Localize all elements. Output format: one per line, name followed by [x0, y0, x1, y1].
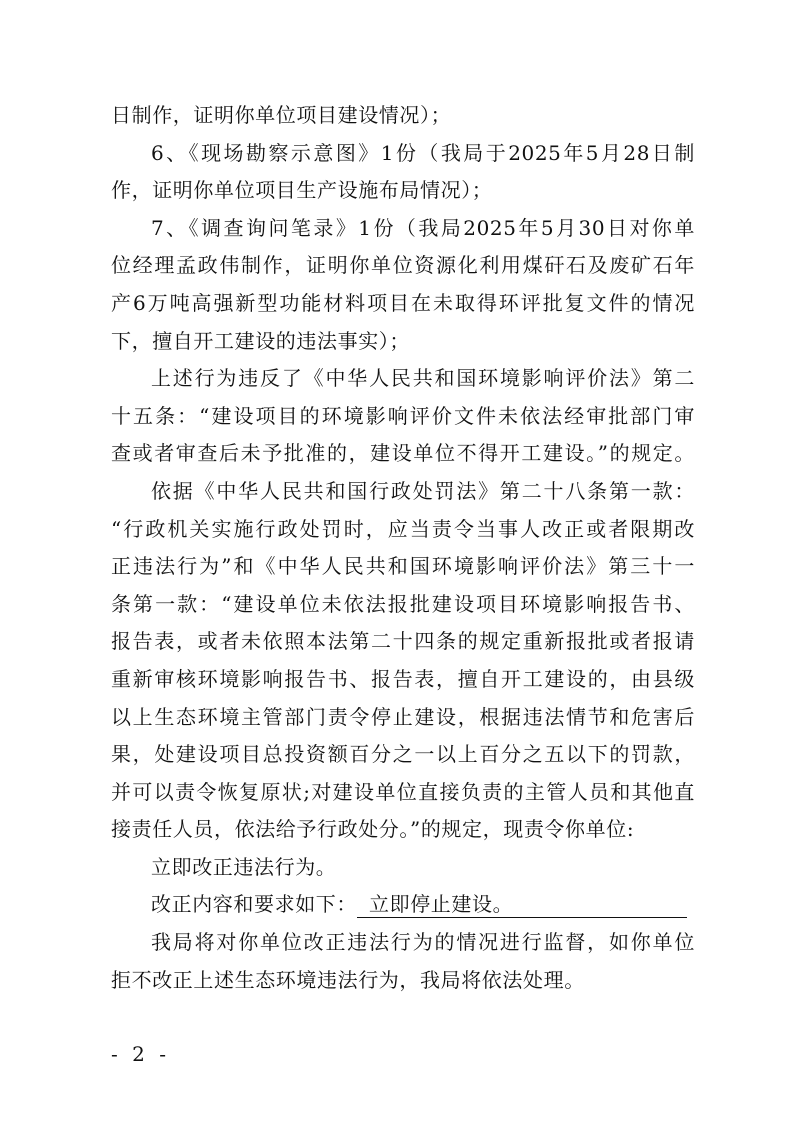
correction-value: 立即停止建设。 — [357, 891, 687, 918]
text-line: 作，证明你单位项目生产设施布局情况）； — [111, 178, 493, 203]
text-line: 接责任人员，依法给予行政处分。”的规定，现责令你单位: — [111, 817, 635, 842]
text-line: 拒不改正上述生态环境违法行为，我局将依法处理。 — [111, 967, 585, 992]
text-line: 以上生态环境主管部门责令停止建设，根据违法情节和危害后 — [111, 704, 695, 729]
text-line: 立即改正违法行为。 — [151, 854, 337, 879]
text-line: 下，擅自开工建设的违法事实）； — [111, 328, 410, 353]
text-line: 报告表，或者未依照本法第二十四条的规定重新报批或者报请 — [111, 629, 695, 654]
text-line: 十五条：“建设项目的环境影响评价文件未依法经审批部门审 — [111, 403, 695, 428]
text-line: 查或者审查后未予批准的，建设单位不得开工建设。”的规定。 — [111, 441, 695, 466]
text-line: 依据《中华人民共和国行政处罚法》第二十八条第一款： — [151, 478, 695, 503]
text-line: 重新审核环境影响报告书、报告表，擅自开工建设的，由县级 — [111, 666, 695, 691]
text-line: 正违法行为”和《中华人民共和国环境影响评价法》第三十一 — [111, 554, 695, 579]
text-line: 上述行为违反了《中华人民共和国环境影响评价法》第二 — [151, 366, 695, 391]
text-line: 我局将对你单位改正违法行为的情况进行监督，如你单位 — [151, 930, 695, 955]
text-line: 产6万吨高强新型功能材料项目在未取得环评批复文件的情况 — [111, 290, 695, 315]
text-line: 日制作，证明你单位项目建设情况）； — [111, 103, 452, 127]
text-line: 并可以责令恢复原状;对建设单位直接负责的主管人员和其他直 — [111, 779, 695, 804]
text-line: 条第一款：“建设单位未依法报批建设项目环境影响报告书、 — [111, 591, 695, 616]
body-text — [111, 97, 695, 999]
text-line: 果，处建设项目总投资额百分之一以上百分之五以下的罚款， — [111, 742, 695, 767]
page-number: - 2 - — [111, 1042, 170, 1066]
text-line: 7、《调查询问笔录》1份（我局2025年5月30日对你单 — [151, 215, 695, 240]
text-line: 位经理孟政伟制作，证明你单位资源化利用煤矸石及废矿石年 — [111, 253, 695, 278]
text-line: “行政机关实施行政处罚时，应当责令当事人改正或者限期改 — [111, 516, 695, 541]
correction-line — [111, 886, 695, 924]
text-line: 6、《现场勘察示意图》1份（我局于2025年5月28日制 — [151, 140, 695, 165]
correction-label: 改正内容和要求如下： — [151, 892, 357, 917]
